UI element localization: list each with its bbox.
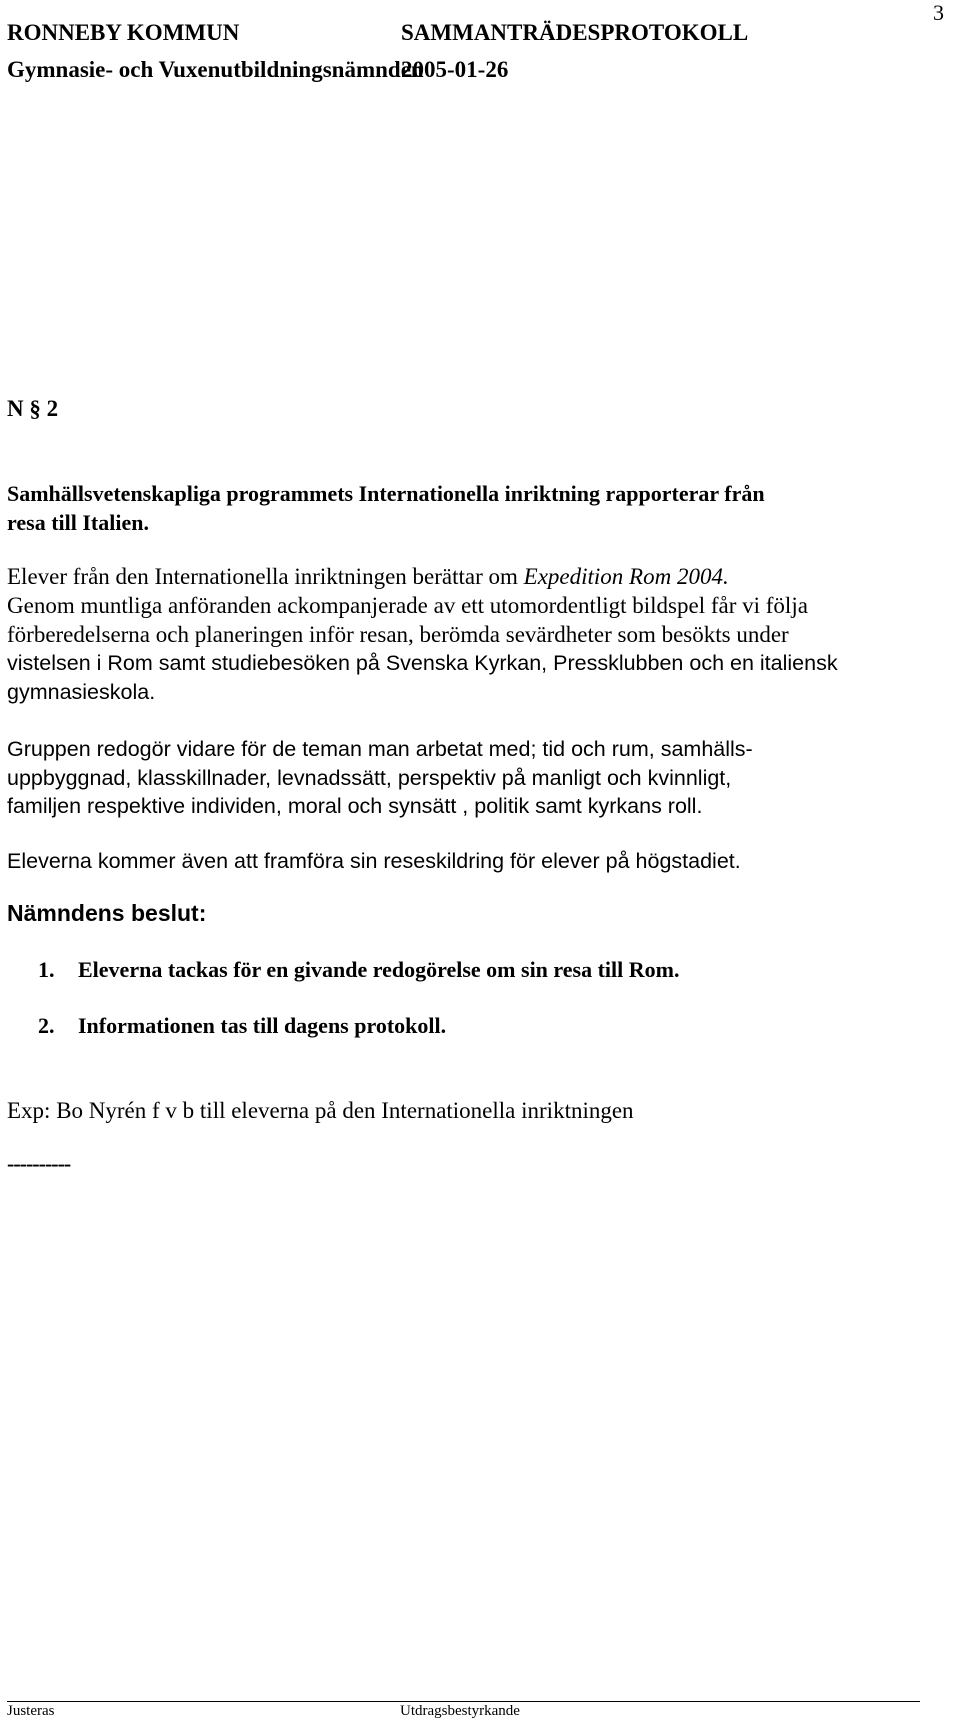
municipality-name: RONNEBY KOMMUN xyxy=(7,20,240,45)
separator-dashes: ---------- xyxy=(7,1151,71,1176)
decision-item xyxy=(38,1013,446,1039)
footer-utdragsbestyrkande: Utdragsbestyrkande xyxy=(400,1703,520,1719)
decision-item xyxy=(38,957,680,983)
paragraph-line: uppbyggnad, klasskillnader, levnadssätt, perspektiv på manligt och kvinnligt, xyxy=(7,766,732,790)
footer-justeras: Justeras xyxy=(7,1703,55,1719)
decision-item-text: Eleverna tackas för en givande redogörelse om sin resa till Rom. xyxy=(78,957,680,982)
decision-heading: Nämndens beslut: xyxy=(7,900,207,926)
section-number: N § 2 xyxy=(7,396,59,421)
meeting-date: 2005-01-26 xyxy=(401,57,509,82)
expedition-note: Exp: Bo Nyrén f v b till eleverna på den Internationella inriktningen xyxy=(7,1098,634,1123)
paragraph-line: gymnasieskola. xyxy=(7,680,156,704)
footer-rule xyxy=(7,1701,920,1702)
document-type: SAMMANTRÄDESPROTOKOLL xyxy=(401,20,749,45)
decision-item-text: Informationen tas till dagens protokoll. xyxy=(78,1013,447,1038)
page-number: 3 xyxy=(933,0,944,25)
section-title-line: resa till Italien. xyxy=(7,510,149,535)
paragraph-line: Genom muntliga anföranden ackompanjerade av ett utomordentligt bildspel får vi följa xyxy=(7,593,808,618)
intro-line xyxy=(7,563,729,592)
paragraph-line: familjen respektive individen, moral och synsätt , politik samt kyrkans roll. xyxy=(7,794,703,818)
committee-name: Gymnasie- och Vuxenutbildningsnämnden xyxy=(7,57,424,82)
intro-text: Elever från den Internationella inriktningen berättar om xyxy=(7,564,524,589)
decision-item-number: 2. xyxy=(38,1013,55,1038)
decision-item-number: 1. xyxy=(38,957,55,982)
expedition-title: Expedition Rom 2004. xyxy=(523,564,729,589)
section-title-line: Samhällsvetenskapliga programmets Internationella inriktning rapporterar från xyxy=(7,481,765,506)
paragraph-line: Gruppen redogör vidare för de teman man arbetat med; tid och rum, samhälls- xyxy=(7,737,753,761)
paragraph-performance: Eleverna kommer även att framföra sin reseskildring för elever på högstadiet. xyxy=(7,849,741,873)
paragraph-line: förberedelserna och planeringen inför resan, berömda sevärdheter som besökts under xyxy=(7,622,789,647)
paragraph-line: vistelsen i Rom samt studiebesöken på Svenska Kyrkan, Pressklubben och en italiensk xyxy=(7,651,838,675)
